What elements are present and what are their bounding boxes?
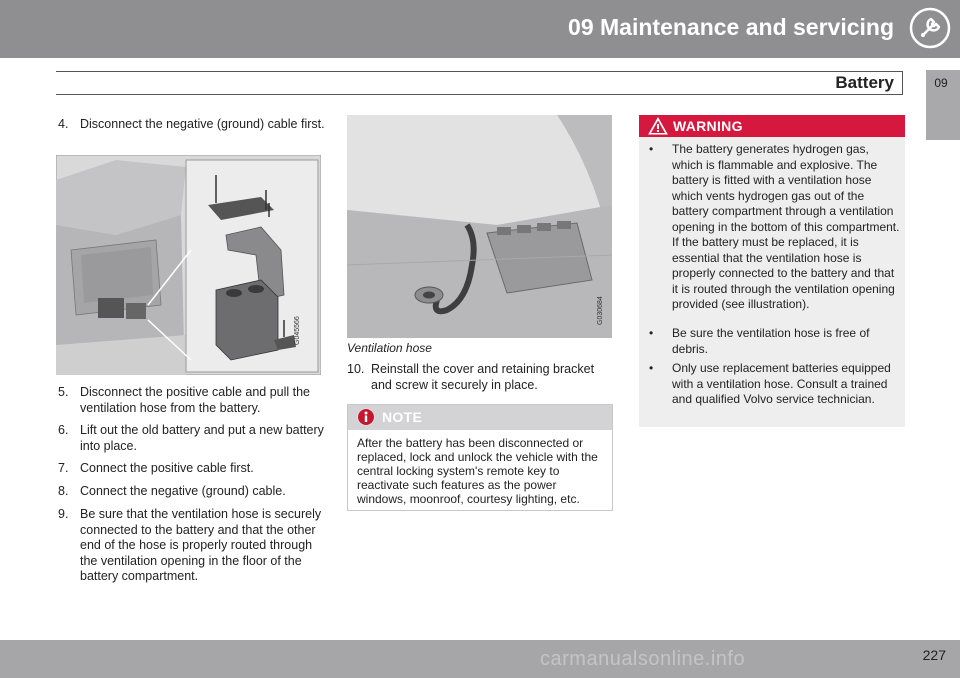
bullet: • — [649, 361, 654, 375]
note-text: After the battery has been disconnected or replaced, lock and unlock the vehicle with the central locking system's remote key to reactivate such features as the power windows, moonroof, courtesy lighting, etc. — [357, 436, 598, 506]
bullet: • — [649, 142, 654, 156]
warning-item — [639, 142, 901, 313]
step-text: Connect the negative (ground) cable. — [80, 484, 286, 498]
section-title: Battery — [835, 73, 894, 92]
ventilation-hose-photo — [347, 115, 612, 338]
battery-removal-figure — [56, 155, 321, 375]
step-7 — [58, 461, 328, 477]
chapter-title: 09 Maintenance and servicing — [568, 14, 894, 40]
warning-item — [639, 361, 901, 408]
page-number: 227 — [922, 647, 946, 663]
step-number: 10. — [347, 362, 365, 376]
step-8 — [58, 484, 328, 500]
info-icon — [357, 408, 375, 426]
note-box — [347, 404, 613, 511]
note-title: NOTE — [382, 409, 423, 425]
step-text: Disconnect the positive cable and pull the ventilation hose from the battery. — [80, 385, 311, 415]
warning-title: WARNING — [673, 118, 743, 134]
warning-box — [639, 115, 905, 427]
step-text: Lift out the old battery and put a new battery into place. — [80, 423, 324, 453]
warning-item-text: Be sure the ventilation hose is free of debris. — [672, 326, 870, 356]
figure-code: G030684 — [597, 296, 604, 325]
step-number: 8. — [58, 484, 69, 498]
bullet: • — [649, 326, 654, 340]
step-text: Be sure that the ventilation hose is securely connected to the battery and that the other end of the hose is properly routed through the ventilation opening in the floor of the battery compartment. — [80, 507, 322, 583]
step-number: 9. — [58, 507, 69, 521]
warning-item-text: The battery generates hydrogen gas, which is flammable and explosive. The battery is fitted with a ventilation hose which vents hydrogen gas out of the battery compartment through a ventilation opening in the bottom of this compartment. If the battery must be replaced, it is essential that the ventilation hose is properly connected to the battery and that it is routed through the ventilation opening provided (see illustration). — [672, 142, 900, 311]
step-number: 7. — [58, 461, 69, 475]
battery-removal-illustration — [56, 155, 321, 375]
figure-code: G045566 — [294, 316, 301, 345]
watermark: carmanualsonline.info — [540, 648, 746, 670]
chapter-side-tab[interactable] — [926, 70, 960, 140]
warning-item — [639, 326, 901, 357]
step-4 — [58, 117, 328, 133]
wrench-icon — [908, 6, 952, 50]
warning-header — [639, 115, 905, 137]
step-text: Reinstall the cover and retaining bracket and screw it securely in place. — [371, 362, 595, 392]
figure-caption: Ventilation hose — [347, 341, 432, 355]
step-number: 5. — [58, 385, 69, 399]
footer-bar — [0, 640, 960, 678]
side-tab-label: 09 — [934, 76, 948, 90]
chapter-header-bar — [0, 0, 960, 58]
step-number: 6. — [58, 423, 69, 437]
ventilation-hose-figure — [347, 115, 612, 338]
step-text: Disconnect the negative (ground) cable first. — [80, 117, 325, 131]
note-header — [348, 405, 612, 430]
step-9 — [58, 507, 328, 585]
step-5 — [58, 385, 328, 416]
step-6 — [58, 423, 328, 454]
warning-triangle-icon — [648, 117, 668, 135]
step-text: Connect the positive cable first. — [80, 461, 254, 475]
warning-item-text: Only use replacement batteries equipped with a ventilation hose. Consult a trained and qualified Volvo service technician. — [672, 361, 891, 406]
step-number: 4. — [58, 117, 69, 131]
step-10 — [347, 362, 612, 393]
section-header — [56, 71, 903, 95]
